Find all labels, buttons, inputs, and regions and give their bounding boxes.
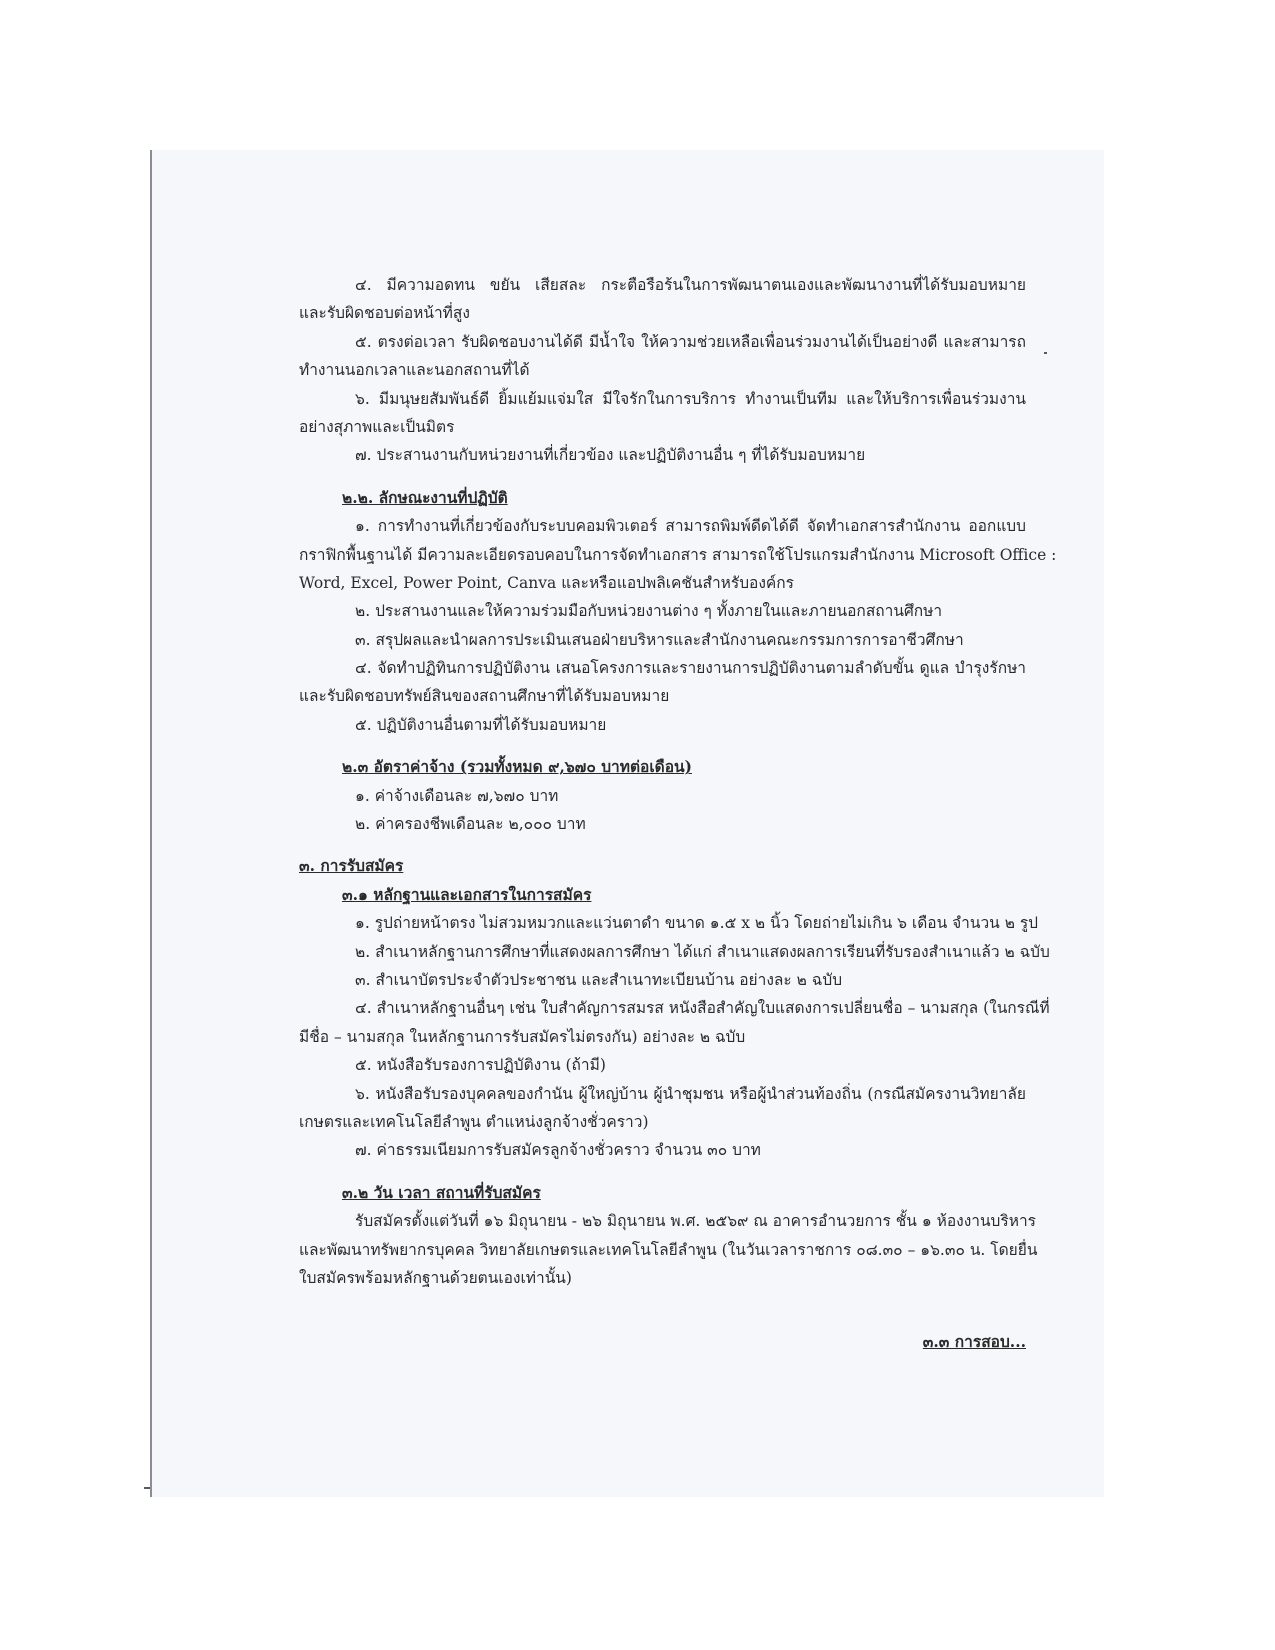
list-item-continuation: ทำงานนอกเวลาและนอกสถานที่ได้: [299, 361, 530, 380]
list-item-continuation: มีชื่อ – นามสกุล ในหลักฐานการรับสมัครไม่ตรงกัน) อย่างละ ๒ ฉบับ: [299, 1027, 746, 1046]
list-item: ๕. ปฏิบัติงานอื่นตามที่ได้รับมอบหมาย: [355, 715, 607, 734]
section-heading: ๓.๒ วัน เวลา สถานที่รับสมัคร: [342, 1182, 541, 1202]
list-item: ๑. ค่าจ้างเดือนละ ๗,๖๗๐ บาท: [355, 786, 559, 805]
paragraph-line: รับสมัครตั้งแต่วันที่ ๑๖ มิถุนายน - ๒๖ มิถุนายน พ.ศ. ๒๕๖๙ ณ อาคารอำนวยการ ชั้น ๑ ห้องงานบริหาร: [355, 1212, 1036, 1231]
next-page-catchword: ๓.๓ การสอบ...: [922, 1332, 1026, 1352]
list-item: ๑. การทำงานที่เกี่ยวข้องกับระบบคอมพิวเตอร์ สามารถพิมพ์ดีดได้ดี จัดทำเอกสารสำนักงาน ออกแบบ: [355, 517, 1026, 536]
list-item-continuation: อย่างสุภาพและเป็นมิตร: [299, 417, 455, 436]
list-item: ๖. มีมนุษยสัมพันธ์ดี ยิ้มแย้มแจ่มใส มีใจรักในการบริการ ทำงานเป็นทีม และให้บริการเพื่อนร่วมงาน: [355, 389, 1026, 408]
document-body: [299, 271, 1057, 1357]
qualification-list: [299, 271, 1026, 470]
list-item: ๕. หนังสือรับรองการปฏิบัติงาน (ถ้ามี): [355, 1056, 606, 1075]
section-2-3: [299, 753, 1026, 838]
list-item: ๖. หนังสือรับรองบุคคลของกำนัน ผู้ใหญ่บ้าน ผู้นำชุมชน หรือผู้นำส่วนท้องถิ่น (กรณีสมัครงานวิทยาลัย: [355, 1084, 1026, 1103]
list-item: ๓. สำเนาบัตรประจำตัวประชาชน และสำเนาทะเบียนบ้าน อย่างละ ๒ ฉบับ: [355, 970, 843, 989]
list-item: ๒. ประสานงานและให้ความร่วมมือกับหน่วยงานต่าง ๆ ทั้งภายในและภายนอกสถานศึกษา: [355, 602, 943, 621]
list-item: ๔. สำเนาหลักฐานอื่นๆ เช่น ใบสำคัญการสมรส หนังสือสำคัญใบแสดงการเปลี่ยนชื่อ – นามสกุล (ในกรณีที่: [355, 999, 1050, 1018]
list-item: ๔. จัดทำปฏิทินการปฏิบัติงาน เสนอโครงการและรายงานการปฏิบัติงานตามลำดับขั้น ดูแล บำรุงรักษา: [355, 659, 1026, 678]
scan-edge-mark: [144, 1487, 150, 1489]
list-item-continuation: Word, Excel, Power Point, Canva และหรือแอปพลิเคชันสำหรับองค์กร: [299, 573, 794, 592]
section-2-2: [299, 484, 1057, 740]
list-item: ๔. มีความอดทน ขยัน เสียสละ กระตือรือร้นในการพัฒนาตนเองและพัฒนางานที่ได้รับมอบหมาย: [355, 276, 1026, 294]
paragraph-line: และพัฒนาทรัพยากรบุคคล วิทยาลัยเกษตรและเทคโนโลยีลำพูน (ในวันเวลาราชการ ๐๘.๓๐ – ๑๖.๓๐ น. โดยยื่น: [299, 1240, 1038, 1259]
section-3-1: [299, 881, 1050, 1165]
list-item-continuation: เกษตรและเทคโนโลยีลำพูน ตำแหน่งลูกจ้างชั่วคราว): [299, 1112, 649, 1131]
list-item: ๒. สำเนาหลักฐานการศึกษาที่แสดงผลการศึกษา ได้แก่ สำเนาแสดงผลการเรียนที่รับรองสำเนาแล้ว ๒ ฉบับ: [355, 942, 1050, 961]
section-3-2: [299, 1179, 1038, 1293]
list-item: ๗. ค่าธรรมเนียมการรับสมัครลูกจ้างชั่วคราว จำนวน ๓๐ บาท: [355, 1141, 761, 1160]
list-item: ๓. สรุปผลและนำผลการประเมินเสนอฝ่ายบริหารและสำนักงานคณะกรรมการการอาชีวศึกษา: [355, 630, 964, 649]
list-item: ๗. ประสานงานกับหน่วยงานที่เกี่ยวข้อง และปฏิบัติงานอื่น ๆ ที่ได้รับมอบหมาย: [355, 446, 866, 465]
paragraph-line: ใบสมัครพร้อมหลักฐานด้วยตนเองเท่านั้น): [299, 1268, 572, 1287]
list-item-continuation: และรับผิดชอบทรัพย์สินของสถานศึกษาที่ได้รับมอบหมาย: [299, 687, 670, 706]
list-item: ๑. รูปถ่ายหน้าตรง ไม่สวมหมวกและแว่นตาดำ ขนาด ๑.๕ x ๒ นิ้ว โดยถ่ายไม่เกิน ๖ เดือน จำนวน ๒ รูป: [355, 914, 1039, 933]
section-heading: ๓.๑ หลักฐานและเอกสารในการสมัคร: [342, 884, 592, 904]
list-item: ๕. ตรงต่อเวลา รับผิดชอบงานได้ดี มีน้ำใจ ให้ความช่วยเหลือเพื่อนร่วมงานได้เป็นอย่างดี และสามารถ: [355, 332, 1026, 351]
section-heading: ๓. การรับสมัคร: [299, 856, 404, 876]
list-item: ๒. ค่าครองชีพเดือนละ ๒,๐๐๐ บาท: [355, 815, 586, 834]
scan-edge-mark: [1044, 352, 1047, 354]
list-item-continuation: กราฟิกพื้นฐานได้ มีความละเอียดรอบคอบในการจัดทำเอกสาร สามารถใช้โปรแกรมสำนักงาน Microsoft Office :: [299, 545, 1057, 564]
list-item-continuation: และรับผิดชอบต่อหน้าที่สูง: [299, 304, 470, 323]
section-heading: ๒.๒. ลักษณะงานที่ปฏิบัติ: [342, 487, 508, 507]
section-heading: ๒.๓ อัตราค่าจ้าง (รวมทั้งหมด ๙,๖๗๐ บาทต่อเดือน): [342, 757, 692, 777]
section-3: [299, 852, 1026, 880]
